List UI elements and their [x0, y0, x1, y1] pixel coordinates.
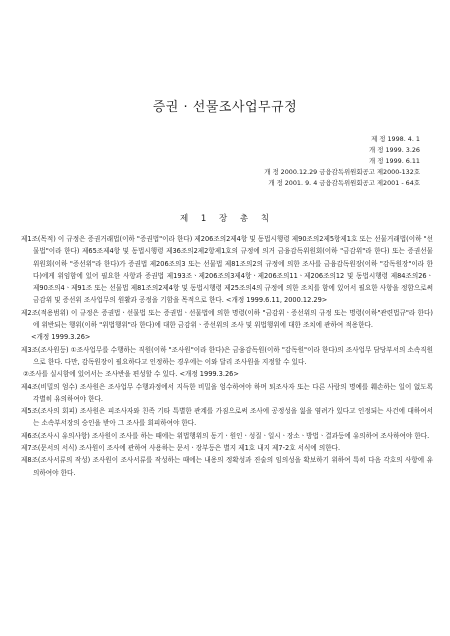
article-7: 제7조(문서의 서식) 조사원이 조사에 관하여 사용하는 문서ㆍ장부등은 별지 제1호 내지 제7-2호 서식에 의한다.: [21, 444, 341, 453]
amendment-note: <개정 1999.3.26>: [31, 333, 91, 342]
page-title: 증권 · 선물조사업무규정: [152, 100, 298, 115]
chapter-heading: 제 1 장 총 칙: [179, 214, 271, 224]
article-2: 제2조(적용범위) 이 규정은 증권법ㆍ선물법 또는 증권법ㆍ선물법에 의한 명령(이하 "금감위ㆍ증선위의 규정 또는 명령(이하"관련법규"라 한다)에 위반되는 행위(이하 "위법행위"라 한다)에 대한 금감위ㆍ증선위의 조사 및 위법행위에 대한 조치에 관하여 적용한다.: [21, 308, 433, 330]
history-line: 개 정 2000.12.29 금융감독위원회공고 제2000-132호: [264, 168, 420, 176]
article-3-clause-2: ②조사를 실시함에 있어서는 조사반을 편성할 수 있다. <개정 1999.3.26>: [23, 370, 239, 379]
document-body: [21, 233, 433, 479]
article-6: 제6조(조사시 유의사항) 조사원이 조사를 하는 때에는 위법행위의 동기ㆍ원인ㆍ성질ㆍ일시ㆍ장소ㆍ방법ㆍ결과등에 유의하여 조사하여야 한다.: [21, 431, 430, 440]
history-line: 개 정 1999. 3.26: [369, 146, 420, 154]
history-line: 개 정 2001. 9. 4 금융감독위원회공고 제2001 - 64호: [268, 179, 420, 187]
amendment-history: [150, 134, 420, 189]
article-5: 제5조(조사의 회피) 조사원은 피조사자와 친족 기타 특별한 관계를 가짐으로써 조사에 공정성을 잃을 염려가 있다고 인정되는 사건에 대하여서는 소속부서장의 승인을 받아 그 조사를 회피하여야 한다.: [21, 407, 433, 428]
history-line: 개 정 1999. 6.11: [369, 157, 420, 165]
article-3: 제3조(조사원등) ①조사업무를 수행하는 직원(이하 "조사원"이라 한다)은 금융감독원(이하 "감독원"이라 한다)의 조사업무 담당부서의 소속직원으로 한다. 다만, 감독원장이 필요하다고 인정하는 경우에는 이와 달리 조사원을 지정할 수 있다.: [21, 345, 433, 366]
article-4: 제4조(비밀의 엄수) 조사원은 조사업무 수행과정에서 지득한 비밀을 엄수하여야 하며 퇴조사자 또는 다른 사람의 명예를 훼손하는 일이 없도록 각별히 유의하여야 한다.: [21, 382, 433, 403]
history-line: 제 정 1998. 4. 1: [371, 135, 420, 143]
article-1: 제1조(목적) 이 규정은 증권거래법(이하 "증권법"이라 한다) 제206조의2제4항 및 동법시행령 제90조의2제5항제1호 또는 선물거래법(이하 "선물법"이라 한다) 제65조제4항 및 동법시행령 제36조의2제2항제1호의 규정에 의거 금융감독위원회(이하 "금감위"라 한다) 또는 증권선물위원회(이하 "증선위"라 한다)가 증권법 제206조의3 또는 선물법 제81조의2의 규정에 의한 조사를 금융감독원장(이하 "감독원장"이라 한다)에게 위임함에 있어 필요한 사항과 증권법 제193조ㆍ제206조의3제4항ㆍ제206조의11ㆍ제206조의12 및 동법시행령 제84조의26ㆍ제90조의4ㆍ제91조 또는 선물법 제81조의2제4항 및 동법시행령 제25조의4의 규정에 의한 조치를 함에 있어서 필요한 사항을 정함으로써 금감위 및 증선위 조사업무의 원활과 공정을 기함을 목적으로 한다. <개정 1999.6.11, 2000.12.29>: [21, 235, 433, 305]
article-8: 제8조(조사서류의 작성) 조사원이 조사서류를 작성하는 때에는 내용의 정확성과 진술의 임의성을 확보하기 위하여 특히 다음 각호의 사항에 유의하여야 한다.: [21, 456, 433, 477]
